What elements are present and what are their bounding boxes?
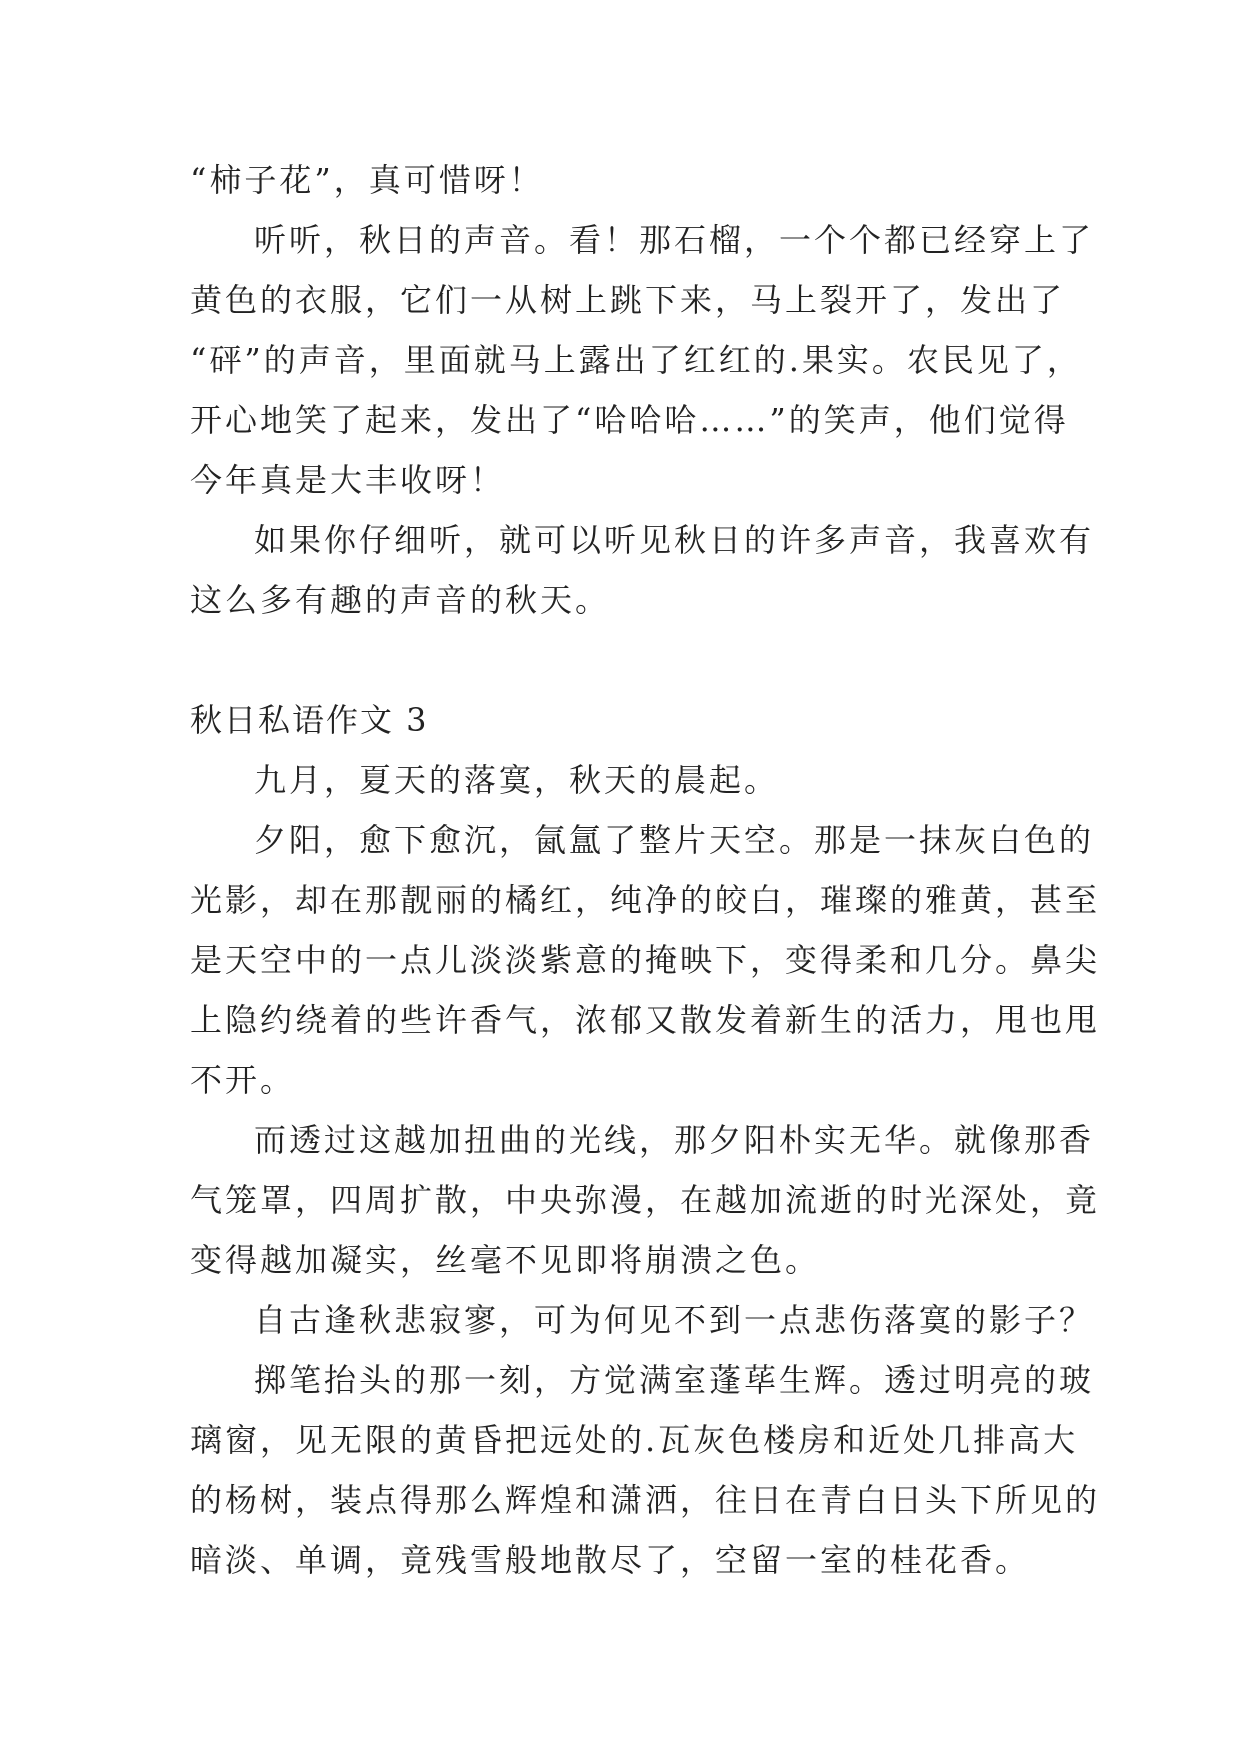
text-line: 变得越加凝实，丝毫不见即将崩溃之色。 [190,1241,821,1279]
text-line: “砰”的声音，里面就马上露出了红红的.果实。农民见了， [190,341,1082,379]
section-heading: 秋日私语作文 3 [190,701,429,739]
text-line: 上隐约绕着的些许香气，浓郁又散发着新生的活力，甩也甩 [190,1001,1101,1039]
text-line: “柿子花”，真可惜呀！ [190,161,544,199]
text-line: 是天空中的一点儿淡淡紫意的掩映下，变得柔和几分。鼻尖 [190,941,1101,979]
paragraph-start-line: 自古逢秋悲寂寥，可为何见不到一点悲伤落寞的影子？ [254,1301,1095,1339]
text-line: 黄色的衣服，它们一从树上跳下来，马上裂开了，发出了 [190,281,1066,319]
text-line: 暗淡、单调，竟残雪般地散尽了，空留一室的桂花香。 [190,1541,1031,1579]
paragraph-start-line: 而透过这越加扭曲的光线，那夕阳朴实无华。就像那香 [254,1121,1095,1159]
text-line: 这么多有趣的声音的秋天。 [190,581,611,619]
text-line: 开心地笑了起来，发出了“哈哈哈……”的笑声，他们觉得 [190,401,1069,439]
text-line: 的杨树，装点得那么辉煌和潇洒，往日在青白日头下所见的 [190,1481,1101,1519]
text-line: 璃窗，见无限的黄昏把远处的.瓦灰色楼房和近处几排高大 [190,1421,1079,1459]
text-line: 今年真是大丰收呀！ [190,461,506,499]
paragraph-start-line: 夕阳，愈下愈沉，氤氲了整片天空。那是一抹灰白色的 [254,821,1095,859]
paragraph-start-line: 如果你仔细听，就可以听见秋日的许多声音，我喜欢有 [254,521,1095,559]
text-line: 气笼罩，四周扩散，中央弥漫，在越加流逝的时光深处，竟 [190,1181,1101,1219]
paragraph-start-line: 听听，秋日的声音。看！那石榴，一个个都已经穿上了 [254,221,1095,259]
text-line: 不开。 [190,1061,296,1099]
paragraph-start-line: 掷笔抬头的那一刻，方觉满室蓬荜生辉。透过明亮的玻 [254,1361,1095,1399]
text-line: 光影，却在那靓丽的橘红，纯净的皎白，璀璨的雅黄，甚至 [190,881,1101,919]
paragraph-start-line: 九月，夏天的落寞，秋天的晨起。 [254,761,780,799]
